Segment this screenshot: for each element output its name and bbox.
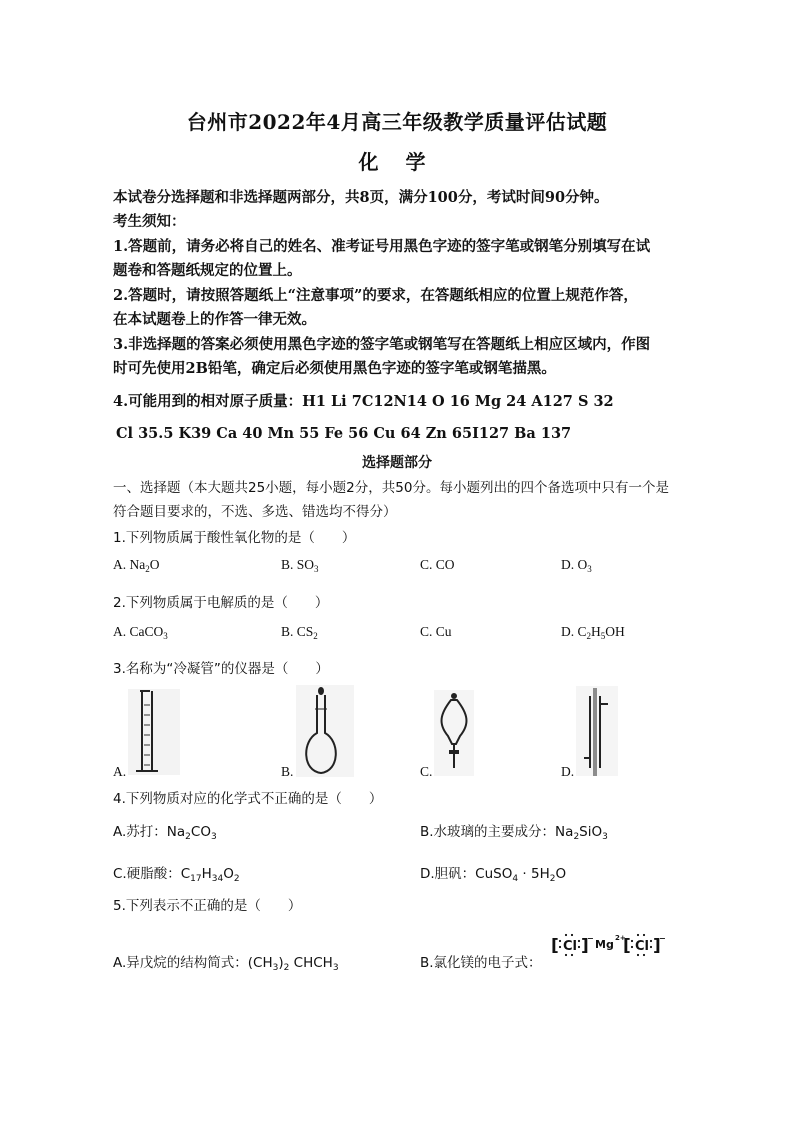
separatory-funnel-icon[interactable]: [432, 688, 476, 778]
rule-1-line-b: 题卷和答题纸规定的位置上。: [113, 262, 302, 279]
condenser-icon[interactable]: [574, 684, 620, 778]
question-5-stem: 5.下列表示不正确的是（ ）: [113, 898, 302, 914]
page-title: 台州市2022年4月高三年级教学质量评估试题: [186, 110, 608, 134]
question-4-stem: 4.下列物质对应的化学式不正确的是（ ）: [113, 791, 383, 807]
q5-option-b[interactable]: B.氯化镁的电子式：: [420, 955, 542, 971]
svg-text:−: −: [587, 934, 594, 943]
svg-text:]: ]: [653, 936, 661, 956]
rule-2-line-a: 2.答题时，请按照答题纸上“注意事项”的要求，在答题纸相应的位置上规范作答，: [113, 287, 638, 304]
q3-option-d[interactable]: D.: [561, 764, 575, 779]
subject-title: 化 学: [358, 150, 436, 174]
q3-option-b[interactable]: B.: [281, 764, 294, 779]
q1-option-b[interactable]: B. $SO_3$: [281, 557, 319, 574]
volumetric-flask-icon[interactable]: [294, 683, 356, 779]
q4-option-d[interactable]: D.胆矾：CuSO$_4$ · $5H_2O$: [420, 866, 567, 884]
q3-option-a[interactable]: A.: [113, 764, 127, 779]
svg-text:Mg: Mg: [595, 938, 614, 951]
svg-text:2+: 2+: [615, 934, 626, 942]
section-instruction-b: 符合题目要求的，不选、多选、错选均不得分）: [113, 504, 397, 520]
section-instruction-a: 一、选择题（本大题共25小题，每小题2分，共50分。每小题列出的四个备选项中只有一个是: [113, 480, 669, 496]
q5-option-a[interactable]: A.异戊烷的结构简式：$(CH_3)_2$ $CHCH_3$: [113, 955, 339, 973]
q2-option-c[interactable]: C. Cu: [420, 624, 452, 639]
svg-text:]: ]: [581, 936, 589, 956]
q1-option-d[interactable]: D. $O_3$: [561, 557, 592, 574]
svg-text:−: −: [659, 934, 666, 943]
notice-heading: 考生须知：: [113, 213, 186, 230]
rule-2-line-b: 在本试题卷上的作答一律无效。: [113, 311, 316, 328]
q4-option-a[interactable]: A.苏打：$Na_2CO_3$: [113, 824, 217, 842]
q2-option-a[interactable]: A. CaCO$_3$: [113, 624, 168, 641]
q1-option-c[interactable]: C. CO: [420, 557, 455, 572]
q2-option-d[interactable]: D. $C_2H_5OH$: [561, 624, 625, 641]
q4-option-c[interactable]: C.硬脂酸：$C_{17}H_{34}O_2$: [113, 866, 240, 884]
mgcl2-electron-formula-icon: [549, 926, 665, 962]
graduated-cylinder-icon[interactable]: [122, 685, 182, 777]
svg-text:[: [: [551, 936, 559, 956]
section-title: 选择题部分: [362, 455, 432, 471]
svg-text:[: [: [623, 936, 631, 956]
q3-option-c[interactable]: C.: [420, 764, 433, 779]
svg-text:Cl: Cl: [635, 939, 649, 954]
atomic-masses-line-2: Cl 35.5 K39 Ca 40 Mn 55 Fe 56 Cu 64 Zn 65I127 Ba 137: [116, 425, 572, 442]
rule-3-line-b: 时可先使用2B铅笔，确定后必须使用黑色字迹的签字笔或钢笔描黑。: [113, 360, 556, 377]
q1-option-a[interactable]: A. $Na_2O$: [113, 557, 160, 574]
question-2-stem: 2.下列物质属于电解质的是（ ）: [113, 595, 329, 611]
rule-1-line-a: 1.答题前，请务必将自己的姓名、准考证号用黑色字迹的签字笔或钢笔分别填写在试: [113, 238, 651, 255]
q4-option-b[interactable]: B.水玻璃的主要成分：$Na_2SiO_3$: [420, 824, 608, 842]
q2-option-b[interactable]: B. $CS_2$: [281, 624, 318, 641]
rule-3-line-a: 3.非选择题的答案必须使用黑色字迹的签字笔或钢笔写在答题纸上相应区域内，作图: [113, 336, 651, 353]
atomic-masses-line-1: 4.可能用到的相对原子质量：H1 Li 7C12N14 O 16 Mg 24 A127 S 32: [113, 393, 614, 410]
question-3-stem: 3.名称为“冷凝管”的仪器是（ ）: [113, 661, 329, 677]
question-1-stem: 1.下列物质属于酸性氧化物的是（ ）: [113, 530, 356, 546]
intro-line: 本试卷分选择题和非选择题两部分，共8页，满分100分，考试时间90分钟。: [113, 189, 609, 206]
svg-text:Cl: Cl: [563, 939, 577, 954]
